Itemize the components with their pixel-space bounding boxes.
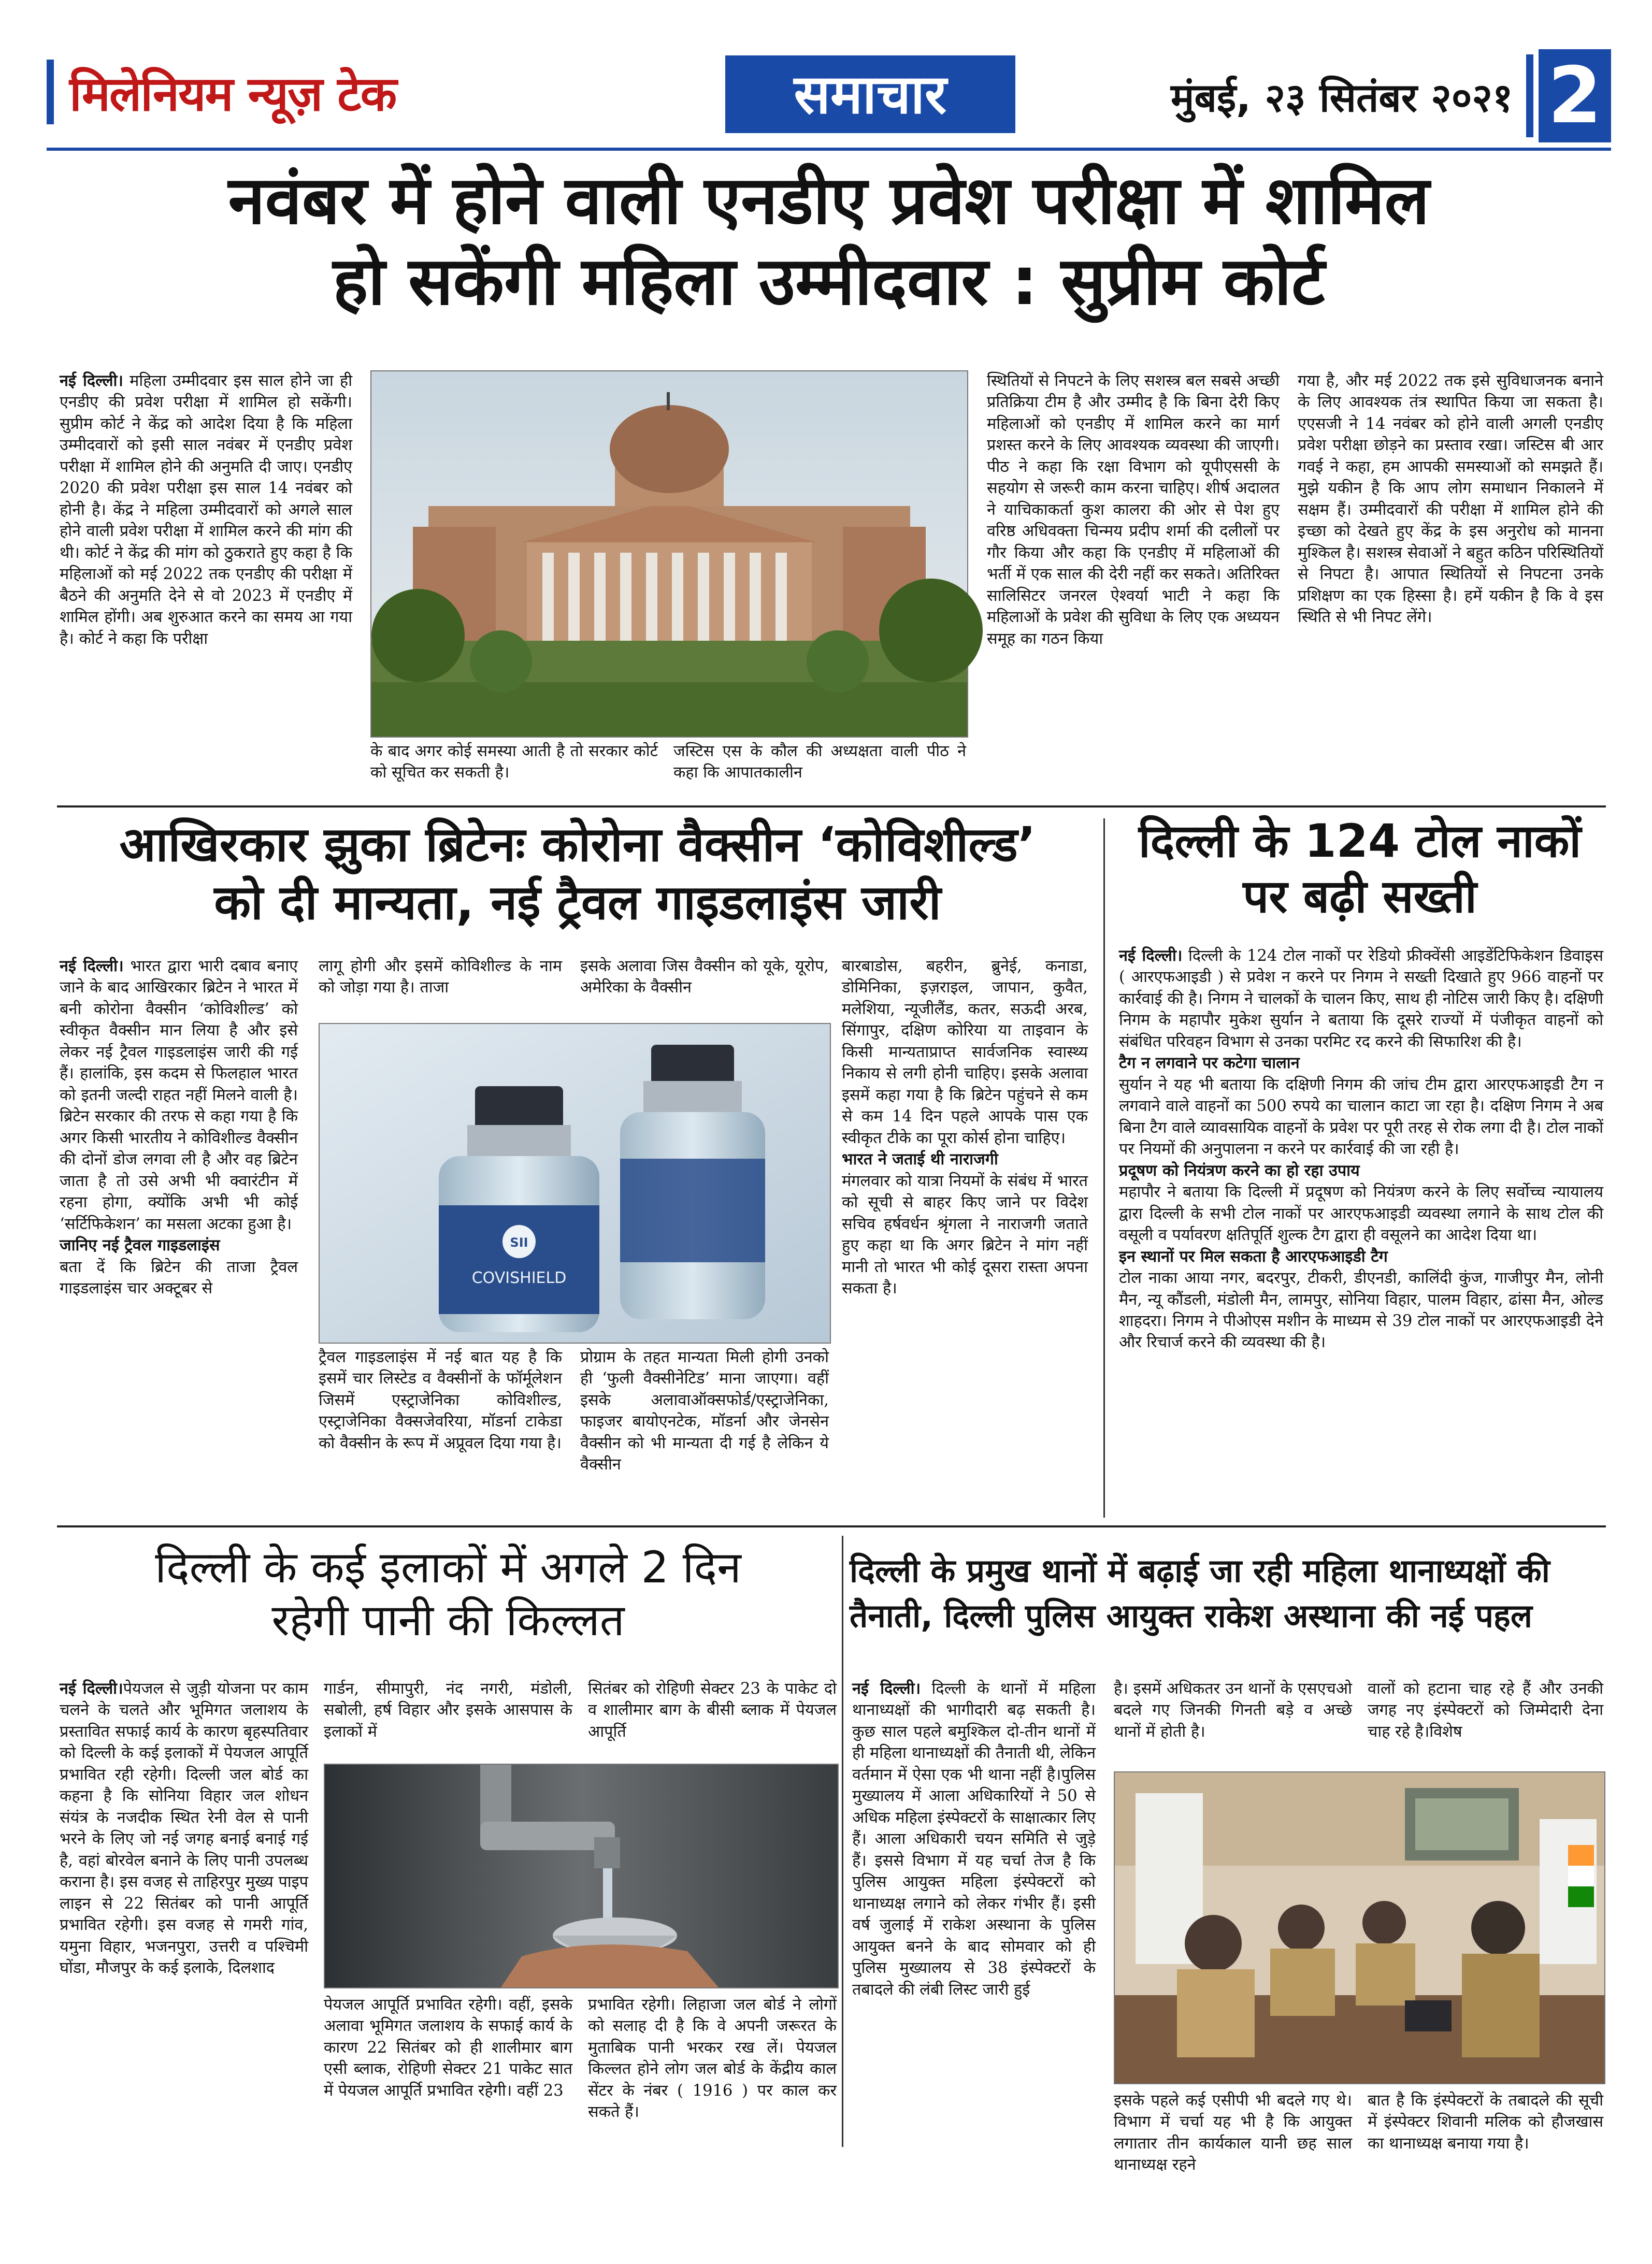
vial-label: COVISHIELD bbox=[471, 1269, 567, 1287]
police-meeting-photo bbox=[1114, 1771, 1605, 2084]
story1-column-2 bbox=[370, 741, 658, 798]
story2-headline-line1: आखिरकार झुका ब्रिटेनः कोरोना वैक्सीन ‘कोविशील्ड’ bbox=[119, 817, 1036, 872]
story1-col2-text: के बाद अगर कोई समस्या आती है तो सरकार कोर्ट को सूचित कर सकती है। bbox=[370, 742, 658, 782]
story5-column-2a bbox=[1114, 1678, 1352, 1756]
story5-headline-line2: तैनाती, दिल्ली पुलिस आयुक्त राकेश अस्थाना की नई पहल bbox=[850, 1596, 1532, 1635]
story2-column-2b bbox=[319, 1347, 562, 1518]
divider-story4-story5 bbox=[842, 1536, 843, 2147]
story2-col3a-text: इसके अलावा जिस वैक्सीन को यूके, यूरोप, अमेरिका के वैक्सीन bbox=[580, 957, 829, 997]
story2-column-3a bbox=[580, 956, 829, 1007]
story4-col1-text: पेयजल से जुड़ी योजना पर काम चलने के चलते और भूमिगत जलाशय के प्रस्तावित सफाई कार्य के कारण बृहस्पतिवार को दिल्ली के कई इलाकों में पेयजल आपूर्ति प्रभावित रही रहेगी। दिल्ली जल बोर्ड का कहना है कि सोनिया विहार जल शोधन संयंत्र के नजदीक स्थित रेनी वेल से पानी भरने के लिए जो नई जगह बनाई बनाई गई है, वहां बोरवेल बनाने के लिए पानी उपलब्ध कराना है। इस वजह से ताहिरपुर मुख्य पाइप लाइन से 22 सितंबर को पानी आपूर्ति प्रभावित रहेगी। इस वजह से गमरी गांव, यमुना विहार, भजनपुरा, उत्तरी व पश्चिमी घोंडा, मौजपुर के कई इलाके, दिलशाद bbox=[60, 1680, 308, 1978]
story4-headline-line2: रहेगी पानी की किल्लत bbox=[271, 1595, 625, 1646]
water-tap-photo bbox=[324, 1764, 839, 1988]
divider-story2 bbox=[57, 1525, 1606, 1527]
vial-logo: SII bbox=[510, 1235, 528, 1250]
story5-column-2b bbox=[1114, 2090, 1352, 2174]
story1-col5-text: गया है, और मई 2022 तक इसे सुविधाजनक बनाने के लिए आवश्यक तंत्र स्थापित किया जा सकता है। एएसजी ने 14 नवंबर को होने वाली अगली एनडीए प्रवेश परीक्षा छोड़ने का प्रस्ताव रखा। जस्टिस बी आर गवई ने कहा, हम आपकी समस्याओं को समझते हैं। मुझे यकीन है कि आप लोग समाधान निकालने में सक्षम हैं। उम्मीदवारों की परीक्षा में शामिल होने की इच्छा को देखते हुए केंद्र के इस अनुरोध को मानना मुश्किल है। सशस्त्र सेवाओं ने बहुत कठिन परिस्थितियों से निपटा है। आपात स्थितियों से निपटना उनके प्रशिक्षण का एक हिस्सा है। हमें यकीन है कि वे इस स्थिति से भी निपट लेंगे। bbox=[1298, 372, 1603, 627]
story2-column-1 bbox=[60, 956, 298, 1515]
story4-column-2b bbox=[324, 1994, 572, 2144]
masthead bbox=[47, 49, 1611, 151]
story2-column-2a bbox=[319, 956, 562, 1007]
story1-col3-text: जस्टिस एस के कौल की अध्यक्षता वाली पीठ ने कहा कि आपातकालीन bbox=[673, 742, 966, 782]
story5-column-1 bbox=[852, 1678, 1096, 2147]
story1-dateline: नई दिल्ली। bbox=[60, 371, 123, 390]
story5-dateline: नई दिल्ली। bbox=[852, 1679, 921, 1698]
story5-column-3b bbox=[1368, 2090, 1603, 2153]
water-tap-image bbox=[325, 1765, 838, 1987]
story2-col2b-text: ट्रैवल गाइडलाइंस में नई बात यह है कि इसमें चार लिस्टेड व वैक्सीनों के फॉर्मूलेशन जिसमें एस्ट्राजेनिका कोविशील्ड, एस्ट्राजेनिका वैक्सजेवरिया, मॉडर्ना टाकेडा को वैक्सीन के रूप में अप्रूवल दिया गया है। bbox=[319, 1348, 562, 1452]
story2-subhead-guidelines: जानिए नई ट्रैवल गाइडलाइंस bbox=[60, 1236, 220, 1255]
page-number: 2 bbox=[1539, 49, 1611, 142]
story1-col1-text: महिला उम्मीदवार इस साल होने जा ही एनडीए की प्रवेश परीक्षा में शामिल हो सकेंगी। सुप्रीम कोर्ट ने केंद्र को आदेश दिया है कि महिला उम्मीदवारों को इसी साल नवंबर में एनडीए प्रवेश परीक्षा में शामिल होने की अनुमति दी जाए। एनडीए 2020 की प्रवेश परीक्षा इस साल 14 नवंबर को होनी है। केंद्र ने महिला उम्मीदवारों को अगले साल होने वाली प्रवेश परीक्षा में शामिल करने की मांग की थी। कोर्ट ने केंद्र की मांग को ठुकराते हुए कहा है कि महिलाओं को मई 2022 तक एनडीए की परीक्षा में बैठने की अनुमति देने से वो 2023 में एनडीए में शामिल होंगी। अब शुरुआत करने का समय आ गया है। कोर्ट ने कहा कि परीक्षा bbox=[60, 372, 352, 648]
story3-subhead-locations: इन स्थानों पर मिल सकता है आरएफआइडी टैग bbox=[1119, 1247, 1388, 1266]
story3-subhead-challan: टैग न लगवाने पर कटेगा चालान bbox=[1119, 1054, 1300, 1073]
story4-col3b-text: प्रभावित रहेगी। लिहाजा जल बोर्ड ने लोगों को सलाह दी है कि वे अपनी जरूरत के मुताबिक पानी भरकर रख लें। पेयजल किल्लत होने लोग जल बोर्ड के केंद्रीय काल सेंटर के नंबर ( 1916 ) पर काल कर सकते हैं। bbox=[588, 1996, 837, 2122]
story1-column-1 bbox=[60, 370, 352, 798]
story3-p2: सुर्यान ने यह भी बताया कि दक्षिणी निगम की जांच टीम द्वारा आरएफआइडी टैग न लगवाने वाले वाहनों का 500 रुपये का चालान काटा जा रहा है। दक्षिण निगम ने अब बिना टैग वाले व्यावसायिक वाहनों के प्रवेश पर पूरी तरह से रोक लगा दी है। टोल नाकों पर नियमों की अनुपालना न करने पर कार्रवाई की जा रही है। bbox=[1119, 1075, 1603, 1159]
covishield-photo bbox=[319, 1023, 831, 1344]
story5-col3a-text: वालों को हटाना चाह रहे हैं और उनकी जगह नए इंस्पेक्टरों को जिम्मेदारी देना चाह रहे है।विशेष bbox=[1368, 1680, 1603, 1741]
story3-headline-line1: दिल्ली के 124 टोल नाकों bbox=[1138, 814, 1582, 868]
story2-column-3b bbox=[580, 1347, 829, 1518]
story3-headline-line2: पर बढ़ी सख्ती bbox=[1243, 870, 1477, 924]
divider-story1 bbox=[57, 805, 1606, 807]
story1-headline bbox=[52, 161, 1606, 322]
story2-subhead-objection: भारत ने जताई थी नाराजगी bbox=[842, 1150, 998, 1169]
story5-col2b-text: इसके पहले कई एसीपी भी बदले गए थे। विभाग में चर्चा यह भी है कि आयुक्त लगातार तीन कार्यकाल यानी छह साल थानाध्यक्ष रहने bbox=[1114, 2092, 1352, 2174]
story1-column-3 bbox=[673, 741, 966, 798]
dateline: मुंबई, २३ सितंबर २०२१ bbox=[1171, 75, 1513, 121]
story2-col1-text: भारत द्वारा भारी दबाव बनाए जाने के बाद आखिरकार ब्रिटेन ने भारत में बनी कोरोना वैक्सीन ‘कोविशील्ड’ को स्वीकृत वैक्सीन मान लिया है और इसे लेकर नई ट्रैवल गाइडलाइंस जारी की गई हैं। हालांकि, इस कदम से फिलहाल भारत को इतनी जल्दी राहत नहीं मिलने वाली है। ब्रिटेन सरकार की तरफ से कहा गया है कि अगर किसी भारतीय ने कोविशील्ड वैक्सीन की दोनों डोज लगवा ली है और वह ब्रिटेन जाता है तो उसे अभी भी क्वारंटीन में रहना होगा, क्योंकि अभी भी कोई ‘सर्टिफिकेशन’ का मसला अटका हुआ है। bbox=[60, 957, 298, 1233]
story1-headline-line1: नवंबर में होने वाली एनडीए प्रवेश परीक्षा में शामिल bbox=[228, 162, 1430, 239]
story5-headline bbox=[850, 1549, 1606, 1639]
story1-column-4 bbox=[987, 370, 1280, 798]
supreme-court-photo bbox=[370, 370, 968, 738]
divider-story2-story3 bbox=[1103, 818, 1105, 1518]
story4-column-3a bbox=[588, 1678, 837, 1756]
story2-col1b-text: बता दें कि ब्रिटेन की ताजा ट्रैवल गाइडलाइंस चार अक्टूबर से bbox=[60, 1258, 298, 1298]
story4-col2b-text: पेयजल आपूर्ति प्रभावित रहेगी। वहीं, इसके अलावा भूमिगत जलाशय के सफाई कार्य के कारण 22 सितंबर को ही शालीमार बाग एसी ब्लाक, रोहिणी सेक्टर 21 पाकेट सात में पेयजल आपूर्ति प्रभावित रहेगी। वहीं 23 bbox=[324, 1996, 572, 2100]
section-tag: समाचार bbox=[725, 55, 1015, 133]
story4-col2a-text: गार्डन, सीमापुरी, नंद नगरी, मंडोली, सबोली, हर्ष विहार और इसके आसपास के इलाकों में bbox=[324, 1680, 572, 1741]
story4-headline-line1: दिल्ली के कई इलाकों में अगले 2 दिन bbox=[155, 1542, 741, 1593]
story5-col3b-text: बात है कि इंस्पेक्टरों के तबादले की सूची में इंस्पेक्टर शिवानी मलिक को हौजखास का थानाध्यक्ष बनाया गया है। bbox=[1368, 2092, 1603, 2153]
story5-column-3a bbox=[1368, 1678, 1603, 1756]
story4-column-1 bbox=[60, 1678, 308, 2144]
story4-headline bbox=[57, 1541, 839, 1647]
story2-col3b-text: प्रोग्राम के तहत मान्यता मिली होगी उनको ही ‘फुली वैक्सीनेटिड’ माना जाएगा। वहीं इसके अलावाऑक्सफोर्ड/एस्ट्राजेनिका, फाइजर बायोएनटेक, मॉडर्ना और जेनसेन वैक्सीन को भी मान्यता दी गई है लेकिन ये वैक्सीन bbox=[580, 1348, 829, 1474]
story1-column-5 bbox=[1298, 370, 1603, 798]
brand-name: मिलेनियम न्यूज़ टेक bbox=[47, 60, 396, 124]
story3-body bbox=[1119, 945, 1603, 1518]
story2-col4b-text: मंगलवार को यात्रा नियमों के संबंध में भारत को सूची से बाहर किए जाने पर विदेश सचिव हर्षवर्धन श्रृंगला ने नाराजगी जताते हुए कहा था कि अगर ब्रिटेन ने मांग नहीं मानी तो भारत भी कोई दूसरा रास्ता अपना सकता है। bbox=[842, 1172, 1088, 1298]
story3-p4: टोल नाका आया नगर, बदरपुर, टीकरी, डीएनडी, कालिंदी कुंज, गाजीपुर मैन, लोनी मैन, न्यू कौंडली, मंडोली मैन, लामपुर, सोनिया विहार, पालम विहार, ढांसा मैन, ओल्ड शाहदरा। निगम ने पीओएस मशीन के माध्यम से 39 टोल नाकों पर आरएफआइडी देने और रिचार्ज करने की व्यवस्था की है। bbox=[1119, 1269, 1603, 1352]
story4-column-2a bbox=[324, 1678, 572, 1756]
supreme-court-building-image bbox=[371, 371, 967, 737]
story4-column-3b bbox=[588, 1994, 837, 2144]
story2-headline-line2: को दी मान्यता, नई ट्रैवल गाइडलाइंस जारी bbox=[214, 875, 941, 931]
story2-dateline: नई दिल्ली। bbox=[60, 957, 124, 975]
story2-col2a-text: लागू होगी और इसमें कोविशील्ड के नाम को जोड़ा गया है। ताजा bbox=[319, 957, 562, 997]
story2-col4-text: बारबाडोस, बहरीन, ब्रुनेई, कनाडा, डोमिनिका, इज़राइल, जापान, कुवैत, मलेशिया, न्यूजीलैंड, कतर, सऊदी अरब, सिंगापुर, दक्षिण कोरिया या ताइवान के किसी मान्यताप्राप्त सार्वजनिक स्वास्थ्य निकाय से लगी होनी चाहिए। इसके अलावा इसमें कहा गया है कि ब्रिटेन पहुंचने से कम से कम 14 दिन पहले आपके पास एक स्वीकृत टीके का पूरा कोर्स होना चाहिए। bbox=[842, 957, 1088, 1147]
story3-headline bbox=[1114, 813, 1606, 925]
story4-col3a-text: सितंबर को रोहिणी सेक्टर 23 के पाकेट दो व शालीमार बाग के बीसी ब्लाक में पेयजल आपूर्ति bbox=[588, 1680, 837, 1741]
story2-column-4 bbox=[842, 956, 1088, 1518]
police-meeting-image bbox=[1115, 1772, 1604, 2083]
story3-p1: दिल्ली के 124 टोल नाकों पर रेडियो फ्रीक्वेंसी आइडेंटिफिकेशन डिवाइस ( आरएफआइडी ) से प्रवेश न करने पर निगम ने सख्ती दिखाते हुए 966 वाहनों पर कार्रवाई की है। निगम ने चालकों के चालन किए, साथ ही नोटिस जारी किए है। दक्षिणी निगम के महापौर मुकेश सुर्यान ने बताया कि दूसरे राज्यों में पंजीकृत वाहनों को संबंधित परिवहन विभाग से उनका परमिट रद करने की सिफारिश की है। bbox=[1119, 947, 1603, 1051]
story3-subhead-pollution: प्रदूषण को नियंत्रण करने का हो रहा उपाय bbox=[1119, 1161, 1360, 1180]
story5-col2a-text: है। इसमें अधिकतर उन थानों के एसएचओ बदले गए जिनकी गिनती बड़े व अच्छे थानों में होती है। bbox=[1114, 1680, 1352, 1741]
story2-headline bbox=[57, 816, 1098, 932]
story3-dateline: नई दिल्ली। bbox=[1119, 946, 1183, 965]
story1-headline-line2: हो सकेंगी महिला उम्मीदवार : सुप्रीम कोर्ट bbox=[333, 243, 1325, 321]
covishield-vials-image bbox=[320, 1024, 830, 1343]
page-number-divider bbox=[1526, 54, 1533, 137]
story5-headline-line1: दिल्ली के प्रमुख थानों में बढ़ाई जा रही महिला थानाध्यक्षों की bbox=[850, 1552, 1550, 1590]
story1-col4-text: स्थितियों से निपटने के लिए सशस्त्र बल सबसे अच्छी प्रतिक्रिया टीम है और उम्मीद है कि बिना देरी किए महिलाओं को एनडीए में शामिल करने का मार्ग प्रशस्त करने के लिए आवश्यक व्यवस्था की जाएगी। पीठ ने कहा कि रक्षा विभाग को यूपीएससी के सहयोग से जरूरी काम करना चाहिए। शीर्ष अदालत ने याचिकाकर्ता कुश कालरा की ओर से पेश हुए वरिष्ठ अधिवक्ता चिन्मय प्रदीप शर्मा की दलीलों पर गौर किया और कहा कि एनडीए में महिलाओं की भर्ती में एक साल की देरी नहीं कर सकते। अतिरिक्त सालिसिटर जनरल ऐश्वर्या भाटी ने कहा कि महिलाओं के प्रवेश की सुविधा के लिए एक अध्ययन समूह का गठन किया bbox=[987, 372, 1280, 648]
story5-col1-text: दिल्ली के थानों में महिला थानाध्यक्षों की भागीदारी बढ़ सकती है। कुछ साल पहले बमुश्किल दो-तीन थानों में ही महिला थानाध्यक्षों की तैनाती थी, लेकिन वर्तमान में ऐसा एक भी थाना नहीं है।पुलिस मुख्यालय में आला अधिकारियों ने 50 से अधिक महिला इंस्पेक्टरों के साक्षात्कार लिए हैं। आला अधिकारी चयन समिति से जुड़े हैं। इससे विभाग में यह चर्चा तेज है कि पुलिस आयुक्त महिला इंस्पेक्टरों को थानाध्यक्ष लगाने को लेकर गंभीर हैं। इसी वर्ष जुलाई में राकेश अस्थाना के पुलिस आयुक्त बनने के बाद सोमवार को ही पुलिस मुख्यालय से 38 इंस्पेक्टरों के तबादले की लंबी लिस्ट जारी हुई bbox=[852, 1680, 1096, 1999]
story4-dateline: नई दिल्ली। bbox=[60, 1679, 123, 1698]
story3-p3: महापौर ने बताया कि दिल्ली में प्रदूषण को नियंत्रण करने के लिए सर्वोच्च न्यायालय द्वारा दिल्ली के सभी टोल नाकों पर आरएफआइडी व्यवस्था लगाने के साथ टोल की वसूली व पर्यावरण क्षतिपूर्ति शुल्क टैग द्वारा ही वसूलने का आदेश दिया था। bbox=[1119, 1183, 1603, 1245]
